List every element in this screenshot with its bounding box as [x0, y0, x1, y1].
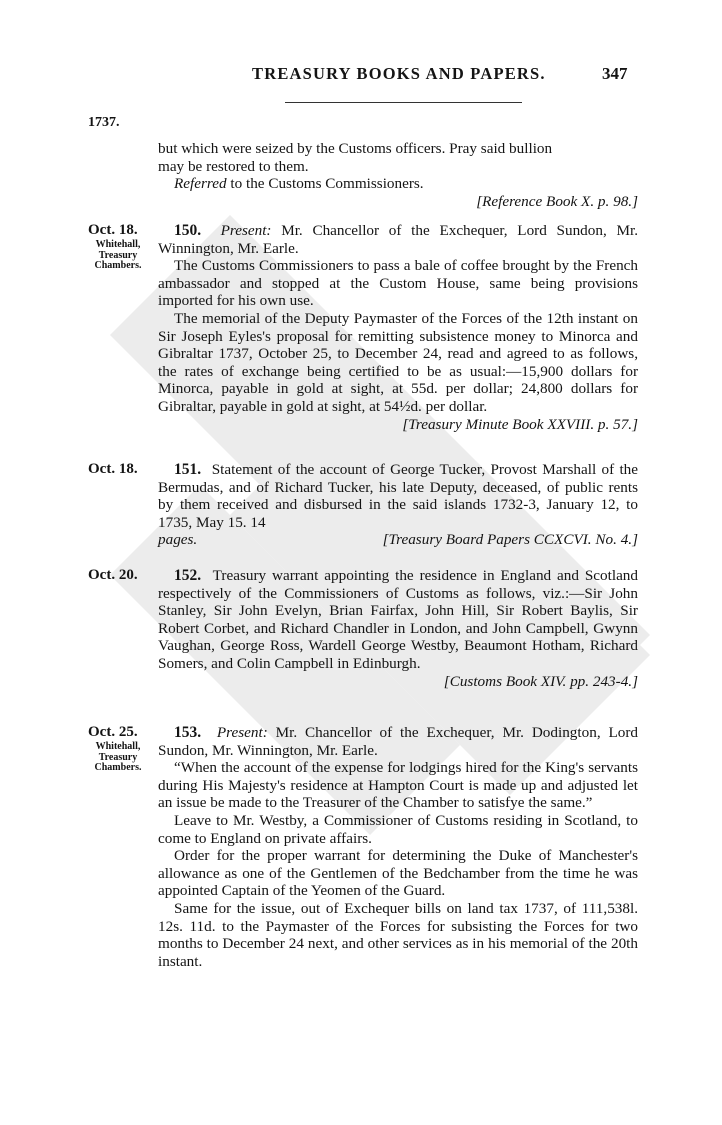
continuation-reference: [Reference Book X. p. 98.]	[476, 192, 638, 210]
entry-number: 150.	[174, 222, 202, 239]
pages-label: pages.	[158, 531, 198, 549]
running-header-title: TREASURY BOOKS AND PAPERS.	[252, 64, 546, 83]
present-label: Present:	[216, 724, 268, 741]
entry-number: 153.	[174, 724, 202, 741]
entry-text: 152. Treasury warrant appointing the residence in England and Scotland respectively of the Commissioners of Customs as follows, viz.:—Sir John Stanley, Sir John Evelyn, Brian Fairfax, John Hill, Sir Robert Baylis, Sir Robert Corbet, and Richard Chandler in London, and John Campbell, Gwynn Vaughan, George Ross, Wardell George Westby, Beaumont Hotham, Richard Somers, and Colin Campbell in Edinburgh.	[158, 567, 638, 672]
referred-text: to the Customs Commissioners.	[226, 175, 424, 193]
continuation-line-2: may be restored to them.	[158, 157, 309, 175]
entry-number: 152.	[174, 567, 202, 584]
entry-paragraph: “When the account of the expense for lodgings hired for the King's servants during His Majesty's residence at Hampton Court is made up and adjusted let an issue be made to the Treasurer of the Chamber to satisfye the same.”	[158, 759, 638, 812]
entry-date: Oct. 18.	[88, 461, 138, 477]
header-rule	[285, 102, 522, 103]
entry-paragraph: Leave to Mr. Westby, a Commissioner of Customs residing in Scotland, to come to England on private affairs.	[158, 811, 638, 847]
entry-paragraph: The Customs Commissioners to pass a bale of coffee brought by the French ambassador and stopped at the Custom House, same being provisions imported for his own use.	[158, 257, 638, 310]
entry-attendance: 153. Present: Mr. Chancellor of the Exchequer, Mr. Dodington, Lord Sundon, Mr. Winnington, Mr. Earle.	[158, 724, 639, 759]
entry-date: Oct. 25.	[88, 724, 138, 740]
present-label: Present:	[220, 222, 272, 239]
entry-paragraph: The memorial of the Deputy Paymaster of the Forces of the 12th instant on Sir Joseph Eyles's proposal for remitting subsistence money to Minorca and Gibraltar 1737, October 25, to December 24, read and agreed to as follows, the rates of exchange being certified to be as usual:—15,900 dollars for Minorca, payable in gold at sight, at 55d. per dollar; 24,800 dollars for Gibraltar, payable in gold at sight, at 54½d. per dollar.	[158, 309, 638, 415]
page-number: 347	[602, 64, 628, 83]
entry-place: Whitehall, Treasury Chambers.	[94, 239, 142, 271]
referred-label: Referred	[174, 175, 227, 193]
entry-date: Oct. 18.	[88, 222, 138, 238]
entry-paragraph: Same for the issue, out of Exchequer bills on land tax 1737, of 111,538l. 12s. 11d. to the Paymaster of the Forces for subsisting the Forces for two months to December 24 next, and other services as in his memorial of the 20th instant.	[158, 899, 638, 970]
continuation-line-1: but which were seized by the Customs officers. Pray said bullion	[158, 140, 553, 157]
entry-text: 151. Statement of the account of George Tucker, Provost Marshall of the Bermudas, and of Richard Tucker, his late Deputy, deceased, of public rents by them received and disbursed in the said islands 1732-3, January 12, to 1735, May 15. 14	[158, 461, 638, 531]
entry-reference-line	[158, 531, 638, 549]
entry-number: 151.	[174, 461, 202, 478]
entry-place: Whitehall, Treasury Chambers.	[94, 741, 142, 773]
entry-attendance: 150. Present: Mr. Chancellor of the Exchequer, Lord Sundon, Mr. Winnington, Mr. Earle.	[158, 222, 638, 257]
continuation-referred	[158, 175, 638, 193]
margin-year: 1737.	[88, 115, 120, 130]
entry-date: Oct. 20.	[88, 567, 138, 583]
entry-reference: [Treasury Board Papers CCXCVI. No. 4.]	[382, 531, 638, 549]
entry-reference: [Treasury Minute Book XXVIII. p. 57.]	[402, 415, 638, 433]
entry-paragraph: Order for the proper warrant for determining the Duke of Manchester's allowance as one of the Gentlemen of the Bedchamber from the time he was appointed Captain of the Yeomen of the Guard.	[158, 847, 638, 900]
entry-reference: [Customs Book XIV. pp. 243-4.]	[443, 672, 638, 690]
